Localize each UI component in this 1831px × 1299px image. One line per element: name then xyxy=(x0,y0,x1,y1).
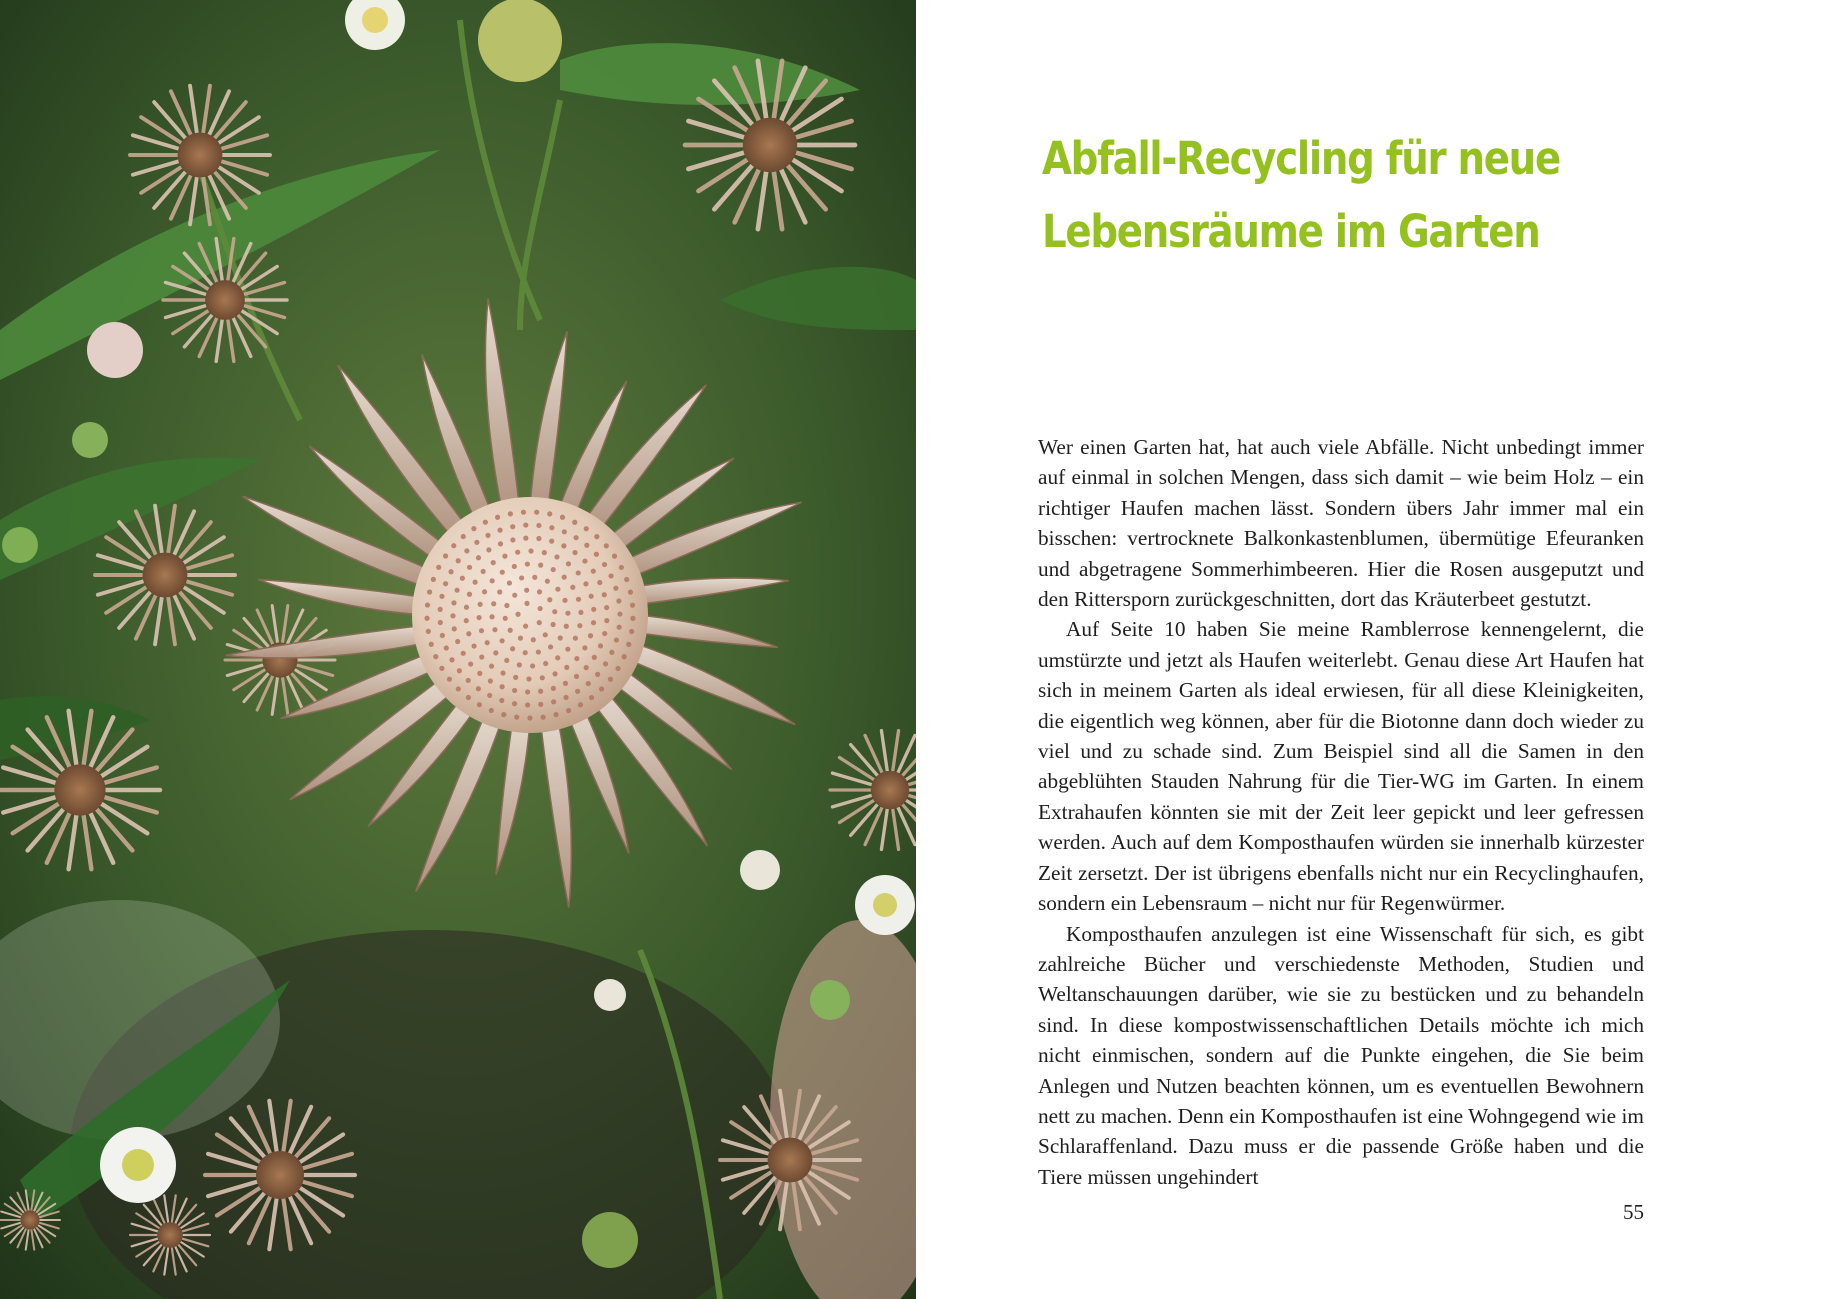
paragraph-3: Komposthaufen anzulegen ist eine Wissenschaft für sich, es gibt zahlreiche Bücher und verschiedenste Methoden, Studien und Weltanschauungen darüber, wie sie zu bestücken und zu behandeln sind. In diese kompostwissenschaftlichen Details möchte ich mich nicht einmischen, sondern auf die Punkte eingehen, die Sie beim Anlegen und Nutzen beachten können, um es eventuellen Bewohnern nett zu machen. Denn ein Komposthaufen ist eine Wohngegend wie im Schlaraffenland. Dazu muss er die passende Größe haben und die Tiere müssen ungehindert xyxy=(1038,921,1644,1189)
text-page xyxy=(916,0,1831,1299)
paragraph-1: Wer einen Garten hat, hat auch viele Abfälle. Nicht unbedingt immer auf einmal in solchen Mengen, dass sich damit – wie beim Holz – ein richtiger Haufen machen lässt. Sondern übers Jahr immer mal ein bisschen: vertrocknete Balkonkastenblumen, übermütige Efeuranken und abgetragene Sommerhimbeeren. Hier die Rosen ausgeputzt und den Rittersporn zurückgeschnitten, dort das Kräuterbeet gestutzt. xyxy=(1038,435,1644,612)
chapter-title xyxy=(1042,122,1592,268)
paragraph-2: Auf Seite 10 haben Sie meine Ramblerrose kennengelernt, die umstürzte und jetzt als Haufen weiterlebt. Genau diese Art Haufen hat sich in meinem Garten als ideal erwiesen, für all diese Kleinigkeiten, die eigentlich weg können, aber für die Biotonne dann doch wieder zu viel und zu schade sind. Zum Beispiel sind all die Samen in den abgeblühten Stauden Nahrung für die Tier-WG im Garten. In einem Extrahaufen könnten sie mit der Zeit leer gepickt und leer gefressen werden. Auch auf dem Komposthaufen würden sie innerhalb kürzester Zeit zersetzt. Der ist übrigens ebenfalls nicht nur ein Recyclinghaufen, sondern ein Lebensraum – nicht nur für Regenwürmer. xyxy=(1038,617,1644,916)
body-text xyxy=(1038,432,1644,1192)
chapter-title-line-1: Abfall-Recycling für neue xyxy=(1042,132,1560,185)
page-number: 55 xyxy=(1623,1200,1644,1224)
chapter-title-line-2: Lebensräume im Garten xyxy=(1042,205,1540,258)
